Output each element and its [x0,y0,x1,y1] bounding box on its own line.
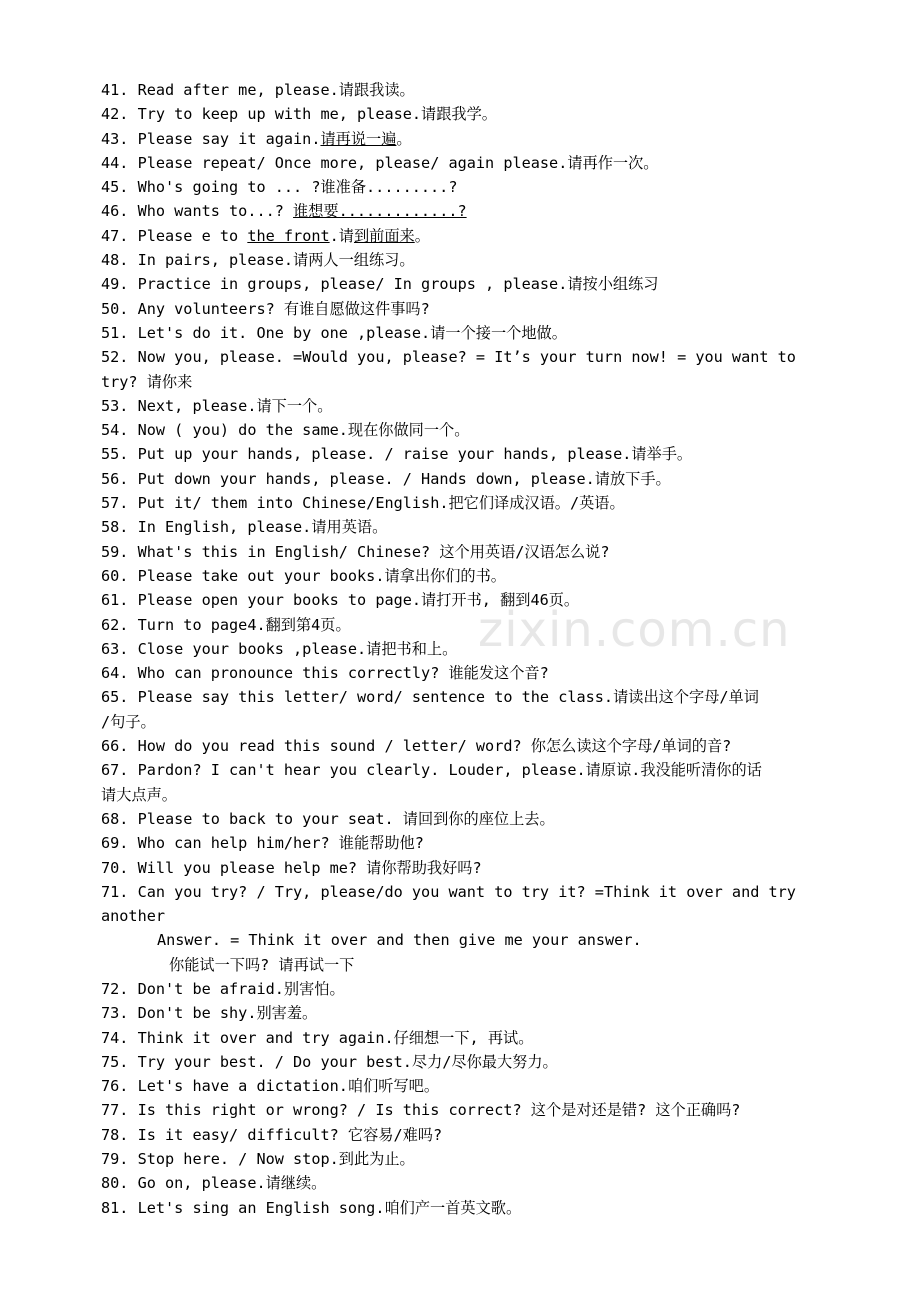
line-text: Next, please.请下一个。 [137,396,333,415]
line-number: 63. [101,639,129,658]
phrase-line-71-cont [101,904,826,928]
underlined-text: 请再说一遍 [320,129,397,148]
line-number: 43. [101,129,129,148]
line-text: Put up your hands, please. / raise your hands, please.请举手。 [137,445,693,464]
line-text: 。 [396,129,412,148]
phrase-line-77 [101,1098,826,1122]
phrase-line-73 [101,1001,826,1025]
phrase-line-41 [101,78,826,102]
line-number: 71. [101,882,129,901]
line-number: 45. [101,178,129,197]
phrase-line-61 [101,588,826,612]
phrase-line-44 [101,151,826,175]
phrase-line-46 [101,199,826,223]
line-number: 74. [101,1028,129,1047]
line-text: Who wants to...? [137,202,294,221]
phrase-line-74 [101,1026,826,1050]
line-text: Who's going to ... ?谁准备.........? [137,178,458,197]
line-number: 52. [101,348,129,367]
line-text: Please to back to your seat. 请回到你的座位上去。 [137,809,555,828]
line-number: 62. [101,615,129,634]
line-text: Let's have a dictation.咱们听写吧。 [137,1077,440,1096]
phrase-line-65 [101,685,826,709]
phrase-line-65-cont [101,710,826,734]
line-number: 76. [101,1077,129,1096]
line-text: Now ( you) do the same.现在你做同一个。 [137,421,470,440]
line-number: 73. [101,1004,129,1023]
line-text: Think it over and try again.仔细想一下, 再试。 [137,1028,534,1047]
phrase-line-81 [101,1196,826,1220]
line-number: 68. [101,809,129,828]
line-number: 51. [101,323,129,342]
phrase-line-62 [101,613,826,637]
line-number: 61. [101,591,129,610]
line-text: Try your best. / Do your best.尽力/尽你最大努力。 [137,1052,558,1071]
line-number: 60. [101,566,129,585]
phrase-line-48 [101,248,826,272]
phrase-line-60 [101,564,826,588]
phrase-line-78 [101,1123,826,1147]
line-text: Is this right or wrong? / Is this correct? 这个是对还是错? 这个正确吗? [137,1101,741,1120]
phrase-line-47 [101,224,826,248]
line-number: 58. [101,518,129,537]
line-text: Don't be afraid.别害怕。 [137,979,345,998]
line-number: 59. [101,542,129,561]
line-number: 80. [101,1174,129,1193]
line-text: Put it/ them into Chinese/English.把它们译成汉语。/英语。 [137,494,625,513]
phrase-line-69 [101,831,826,855]
line-text: Please take out your books.请拿出你们的书。 [137,566,506,585]
phrase-line-68 [101,807,826,831]
line-text: Please open your books to page.请打开书, 翻到46页。 [137,591,580,610]
line-text: 请大点声。 [101,785,177,804]
line-number: 56. [101,469,129,488]
phrase-line-43 [101,127,826,151]
line-text: Answer. = Think it over and then give me your answer. [157,931,642,950]
line-text: Is it easy/ difficult? 它容易/难吗? [137,1125,443,1144]
phrase-line-67 [101,758,826,782]
line-number: 53. [101,396,129,415]
line-number: 79. [101,1150,129,1169]
line-number: 78. [101,1125,129,1144]
phrase-line-67-cont [101,783,826,807]
line-number: 64. [101,664,129,683]
line-number: 81. [101,1198,129,1217]
line-number: 75. [101,1052,129,1071]
line-text: .请 [329,226,354,245]
line-text: Let's sing an English song.咱们产一首英文歌。 [137,1198,522,1217]
phrase-line-49 [101,272,826,296]
line-text: Turn to page4.翻到第4页。 [137,615,351,634]
phrase-line-66 [101,734,826,758]
phrase-line-59 [101,540,826,564]
line-text: Close your books ,please.请把书和上。 [137,639,458,658]
phrase-line-71-answer [101,928,826,952]
line-text: Let's do it. One by one ,please.请一个接一个地做。 [137,323,567,342]
line-number: 77. [101,1101,129,1120]
underlined-text: 到前面来 [353,226,415,245]
line-number: 70. [101,858,129,877]
phrase-line-63 [101,637,826,661]
line-text: another [101,907,166,926]
phrase-line-42 [101,102,826,126]
watermark: zixin.com.cn [478,602,791,658]
line-number: 44. [101,153,129,172]
line-text: 。 [414,226,430,245]
line-number: 65. [101,688,129,707]
phrase-line-58 [101,515,826,539]
phrase-line-64 [101,661,826,685]
line-number: 47. [101,226,129,245]
phrase-line-71-translation [101,953,826,977]
line-text: Go on, please.请继续。 [137,1174,327,1193]
line-text: Don't be shy.别害羞。 [137,1004,318,1023]
phrase-line-55 [101,442,826,466]
underlined-text: 谁想要.............? [293,202,467,221]
line-number: 66. [101,737,129,756]
line-text: Who can help him/her? 谁能帮助他? [137,834,424,853]
line-number: 72. [101,979,129,998]
phrase-line-70 [101,856,826,880]
line-text: /句子。 [101,712,156,731]
phrase-line-80 [101,1171,826,1195]
line-number: 46. [101,202,129,221]
line-text: Put down your hands, please. / Hands down, please.请放下手。 [137,469,671,488]
phrase-line-51 [101,321,826,345]
line-text: In pairs, please.请两人一组练习。 [137,251,415,270]
line-text: In English, please.请用英语。 [137,518,388,537]
phrase-line-53 [101,394,826,418]
line-text: Can you try? / Try, please/do you want to try it? =Think it over and try [137,882,796,901]
line-text: Practice in groups, please/ In groups , please.请按小组练习 [137,275,659,294]
line-number: 48. [101,251,129,270]
line-text: Please e to [137,226,248,245]
phrase-line-52-cont [101,370,826,394]
line-text: 你能试一下吗? 请再试一下 [169,955,355,974]
line-number: 67. [101,761,129,780]
phrase-line-50 [101,297,826,321]
phrase-line-79 [101,1147,826,1171]
underlined-text: the front [247,226,330,245]
line-text: try? 请你来 [101,372,193,391]
line-text: Any volunteers? 有谁自愿做这件事吗? [137,299,430,318]
phrase-line-56 [101,467,826,491]
line-number: 54. [101,421,129,440]
line-number: 50. [101,299,129,318]
phrase-line-76 [101,1074,826,1098]
phrase-line-45 [101,175,826,199]
line-text: Read after me, please.请跟我读。 [137,81,415,99]
line-text: Try to keep up with me, please.请跟我学。 [137,105,497,124]
line-text: Please say this letter/ word/ sentence to the class.请读出这个字母/单词 [137,688,759,707]
line-text: How do you read this sound / letter/ word? 你怎么读这个字母/单词的音? [137,737,732,756]
line-text: Please repeat/ Once more, please/ again please.请再作一次。 [137,153,659,172]
line-number: 42. [101,105,129,124]
line-text: What's this in English/ Chinese? 这个用英语/汉语怎么说? [137,542,610,561]
line-text: Stop here. / Now stop.到此为止。 [137,1150,415,1169]
line-text: Please say it again. [137,129,321,148]
line-number: 69. [101,834,129,853]
line-text: Now you, please. =Would you, please? = It’s your turn now! = you want to [137,348,796,367]
line-text: Who can pronounce this correctly? 谁能发这个音? [137,664,549,683]
phrase-line-57 [101,491,826,515]
line-number: 49. [101,275,129,294]
line-number: 41. [101,81,129,99]
phrase-line-72 [101,977,826,1001]
document-page [101,78,826,1220]
line-text: Will you please help me? 请你帮助我好吗? [137,858,482,877]
phrase-line-54 [101,418,826,442]
line-text: Pardon? I can't hear you clearly. Louder, please.请原谅.我没能听清你的话 [137,761,762,780]
phrase-line-75 [101,1050,826,1074]
phrase-line-71 [101,880,826,904]
line-number: 57. [101,494,129,513]
phrase-line-52 [101,345,826,369]
line-number: 55. [101,445,129,464]
